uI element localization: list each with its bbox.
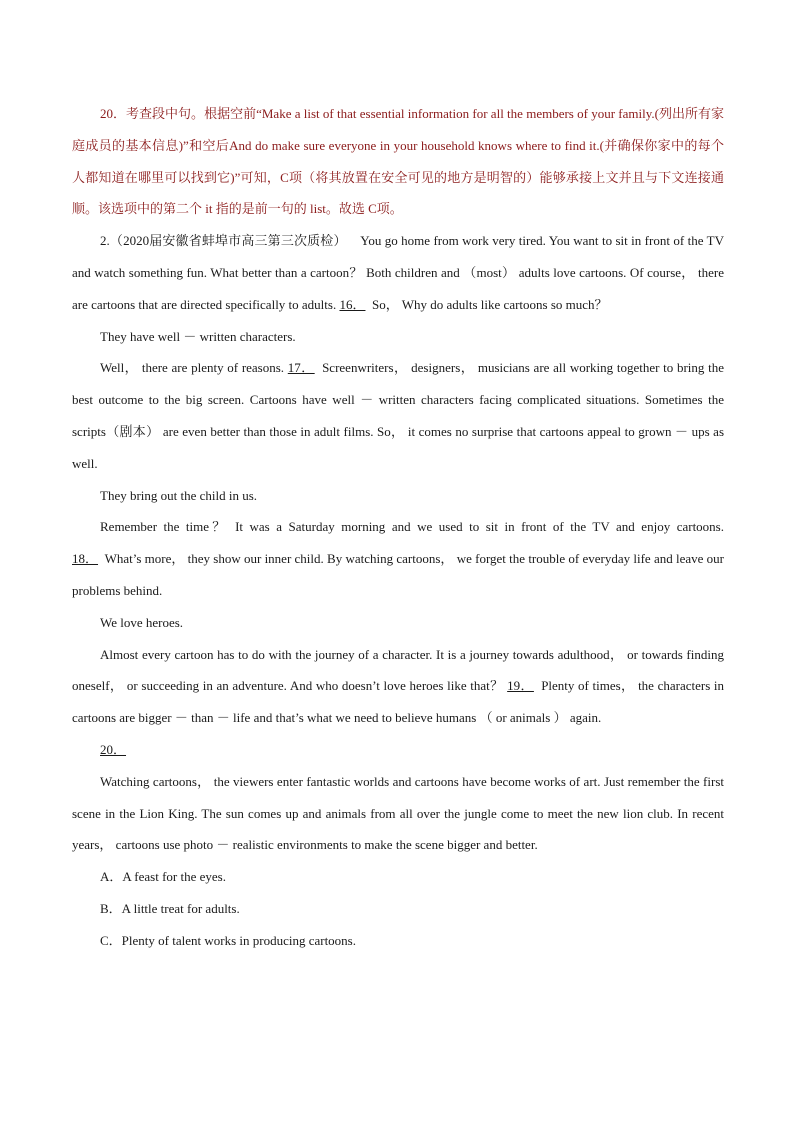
- intro-text-b: So， Why do adults like cartoons so much？: [371, 296, 608, 312]
- paragraph-1-text-b: Screenwriters， designers， musicians are all working together to bring the best outcome to the big screen. Cartoons have well － written characters facing complicated situations. Sometimes the scripts（剧本） are even better than those in adult films. So， it comes no surprise that cartoons appeal to grown － ups as well.: [72, 360, 724, 471]
- blank-17[interactable]: 17．: [287, 360, 315, 376]
- question-source: 2.（2020届安徽省蚌埠市高三第三次质检）: [100, 233, 347, 249]
- option-c[interactable]: [72, 925, 724, 957]
- section-heading-4: [72, 734, 724, 766]
- blank-18[interactable]: 18．: [72, 551, 99, 567]
- section-heading-1: They have well － written characters.: [100, 328, 296, 344]
- passage-intro: [72, 225, 724, 320]
- passage-paragraph-3: [72, 639, 724, 734]
- paragraph-3-text-b: Plenty of times， the characters in cartoons are bigger － than － life and that’s what we need to believe humans （ or animals ） again.: [72, 678, 724, 726]
- passage-paragraph-1: [72, 352, 724, 479]
- blank-16[interactable]: 16．: [339, 296, 366, 312]
- option-a-label: A．: [100, 869, 123, 885]
- option-b-label: B．: [100, 900, 122, 916]
- blank-19[interactable]: 19．: [507, 678, 534, 694]
- passage-paragraph-2: [72, 511, 724, 606]
- paragraph-1-text-a: Well， there are plenty of reasons.: [100, 360, 285, 376]
- paragraph-3-text-a: Almost every cartoon has to do with the journey of a character. It is a journey towards adulthood， or towards finding oneself， or succeeding in an adventure. And who doesn’t love heroes like that？: [72, 646, 724, 694]
- explanation-paragraph: 20．考查段中句。根据空前“Make a list of that essential information for all the members of your family.(列出所有家庭成员的基本信息)”和空后And do make sure everyone in your household knows where to find it.(并确保你家中的每个人都知道在哪里可以找到它)”可知，C项（将其放置在安全可见的地方是明智的）能够承接上文并且与下文连接通顺。该选项中的第二个 it 指的是前一句的 list。故选 C项。: [72, 106, 724, 217]
- paragraph-2-text-a: Remember the time？ It was a Saturday morning and we used to sit in front of the TV and enjoy cartoons.: [100, 519, 724, 535]
- option-a[interactable]: [72, 861, 724, 893]
- intro-text-a: You go home from work very tired. You want to sit in front of the TV and watch something fun. What better than a cartoon？ Both children and （most） adults love cartoons. Of course， there are cartoons that are directed specifically to adults.: [72, 233, 724, 312]
- option-b[interactable]: [72, 893, 724, 925]
- blank-20[interactable]: 20．: [100, 741, 127, 757]
- option-b-text: A little treat for adults.: [121, 900, 240, 916]
- section-heading-3: We love heroes.: [100, 614, 184, 630]
- document-page: [72, 98, 724, 957]
- option-c-label: C．: [100, 932, 122, 948]
- option-c-text: Plenty of talent works in producing cartoons.: [121, 932, 356, 948]
- option-a-text: A feast for the eyes.: [122, 869, 226, 885]
- paragraph-2-text-b: What’s more， they show our inner child. By watching cartoons， we forget the trouble of everyday life and leave our problems behind.: [72, 551, 725, 598]
- section-heading-2: They bring out the child in us.: [100, 487, 258, 503]
- passage-paragraph-4: Watching cartoons， the viewers enter fantastic worlds and cartoons have become works of art. Just remember the first scene in the Lion King. The sun comes up and animals from all over the jungle come to meet the new lion club. In recent years， cartoons use photo － realistic environments to make the scene bigger and better.: [72, 773, 724, 853]
